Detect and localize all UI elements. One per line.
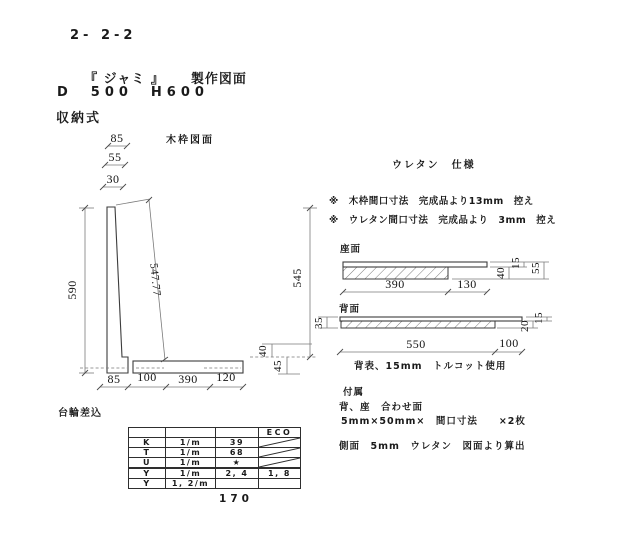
diagonal-strike-icon bbox=[259, 458, 300, 467]
dim-top-85: 85 bbox=[110, 131, 124, 145]
table-cell: 1/m bbox=[166, 448, 216, 458]
dim-bottom-85: 85 bbox=[107, 372, 121, 386]
back-section-view bbox=[313, 312, 552, 355]
table-row bbox=[129, 448, 301, 458]
style-label: 収納式 bbox=[56, 111, 102, 126]
accessories-line-2: 5mm×50mm× 間口寸法 ×2枚 bbox=[341, 416, 526, 427]
table-cell: 1/m bbox=[166, 458, 216, 469]
urethane-note-1: ※ 木枠間口寸法 完成品より13mm 控え bbox=[329, 196, 534, 207]
table-cell-eco-header: ECO bbox=[259, 428, 301, 438]
dim-545: 545 bbox=[290, 268, 304, 288]
dim-seat-390: 390 bbox=[385, 277, 405, 291]
dim-bottom-120: 120 bbox=[216, 370, 236, 384]
table-row bbox=[129, 458, 301, 469]
table-cell bbox=[216, 479, 259, 489]
dim-seat-total-55: 55 bbox=[530, 262, 542, 274]
dim-back-foam-20: 20 bbox=[519, 320, 531, 332]
table-row bbox=[129, 479, 301, 489]
table-cell bbox=[129, 428, 166, 438]
table-cell: U bbox=[129, 458, 166, 469]
table-cell bbox=[166, 428, 216, 438]
table-cell bbox=[259, 479, 301, 489]
table-cell bbox=[216, 428, 259, 438]
table-footer-value: 170 bbox=[219, 493, 253, 505]
urethane-spec-title: ウレタン 仕様 bbox=[392, 160, 476, 171]
accessories-line-3: 側面 5mm ウレタン 図面より算出 bbox=[339, 441, 526, 452]
table-cell-diagonal bbox=[259, 458, 301, 469]
accessories-title: 付属 bbox=[343, 387, 365, 398]
dim-bottom-390: 390 bbox=[178, 372, 198, 386]
diagonal-strike-icon bbox=[259, 448, 300, 457]
frame-diagonal-dimension bbox=[116, 197, 168, 362]
seat-section-view bbox=[340, 257, 549, 295]
back-material-note: 背表、15mm トルコット使用 bbox=[354, 361, 507, 372]
table-cell: ★ bbox=[216, 458, 259, 469]
frame-caption: 台輪差込 bbox=[58, 408, 102, 419]
dim-back-100: 100 bbox=[499, 336, 519, 350]
dim-height-590: 590 bbox=[65, 280, 79, 300]
dim-seat-board-15: 15 bbox=[510, 257, 522, 269]
document-type: 製作図面 bbox=[190, 72, 247, 87]
table-cell: T bbox=[129, 448, 166, 458]
table-row-header bbox=[129, 428, 301, 438]
table-cell: 68 bbox=[216, 448, 259, 458]
spec-table bbox=[128, 427, 301, 489]
table-cell-diagonal bbox=[259, 438, 301, 448]
dim-40: 40 bbox=[257, 345, 269, 357]
back-foam bbox=[341, 321, 495, 328]
back-board bbox=[340, 317, 522, 321]
frame-height-dimension bbox=[65, 205, 94, 376]
dim-top-30: 30 bbox=[106, 172, 120, 186]
dim-back-550: 550 bbox=[406, 337, 426, 351]
table-cell: 39 bbox=[216, 438, 259, 448]
dim-back-total-35: 35 bbox=[313, 317, 325, 329]
dim-seat-foam-40: 40 bbox=[495, 267, 507, 279]
dim-bottom-100: 100 bbox=[137, 370, 157, 384]
table-row bbox=[129, 438, 301, 448]
table-cell: Y bbox=[129, 479, 166, 489]
urethane-note-2: ※ ウレタン間口寸法 完成品より 3mm 控え bbox=[329, 215, 557, 226]
dim-top-55: 55 bbox=[108, 150, 122, 164]
seat-label: 座面 bbox=[340, 244, 362, 255]
seat-board bbox=[343, 262, 487, 267]
table-cell: 1/m bbox=[166, 468, 216, 479]
dim-back-board-15: 15 bbox=[533, 312, 545, 324]
table-row bbox=[129, 468, 301, 479]
table-cell: Y bbox=[129, 468, 166, 479]
table-cell: 1, 2/m bbox=[166, 479, 216, 489]
table-cell: K bbox=[129, 438, 166, 448]
back-label: 背面 bbox=[339, 304, 361, 315]
frame-back-post bbox=[107, 207, 128, 373]
dim-seat-130: 130 bbox=[457, 277, 477, 291]
dim-diagonal-547: 547.77 bbox=[147, 262, 163, 297]
frame-top-dimensions bbox=[100, 131, 130, 190]
accessories-line-1: 背、座 合わせ面 bbox=[339, 402, 424, 413]
dim-45: 45 bbox=[272, 360, 284, 372]
urethane-overall-dimension bbox=[290, 205, 317, 360]
table-cell: 1, 8 bbox=[259, 468, 301, 479]
frame-right-small-dimensions bbox=[250, 344, 316, 374]
diagonal-strike-icon bbox=[259, 438, 300, 447]
overall-size: D 500 H600 bbox=[57, 85, 209, 100]
table-cell: 2, 4 bbox=[216, 468, 259, 479]
product-name: 『 ジャミ 』 bbox=[84, 72, 165, 87]
table-cell: 1/m bbox=[166, 438, 216, 448]
frame-drawing-title: 木枠図面 bbox=[166, 135, 214, 146]
table-cell-diagonal bbox=[259, 448, 301, 458]
sheet-number: 2- 2-2 bbox=[70, 28, 137, 43]
